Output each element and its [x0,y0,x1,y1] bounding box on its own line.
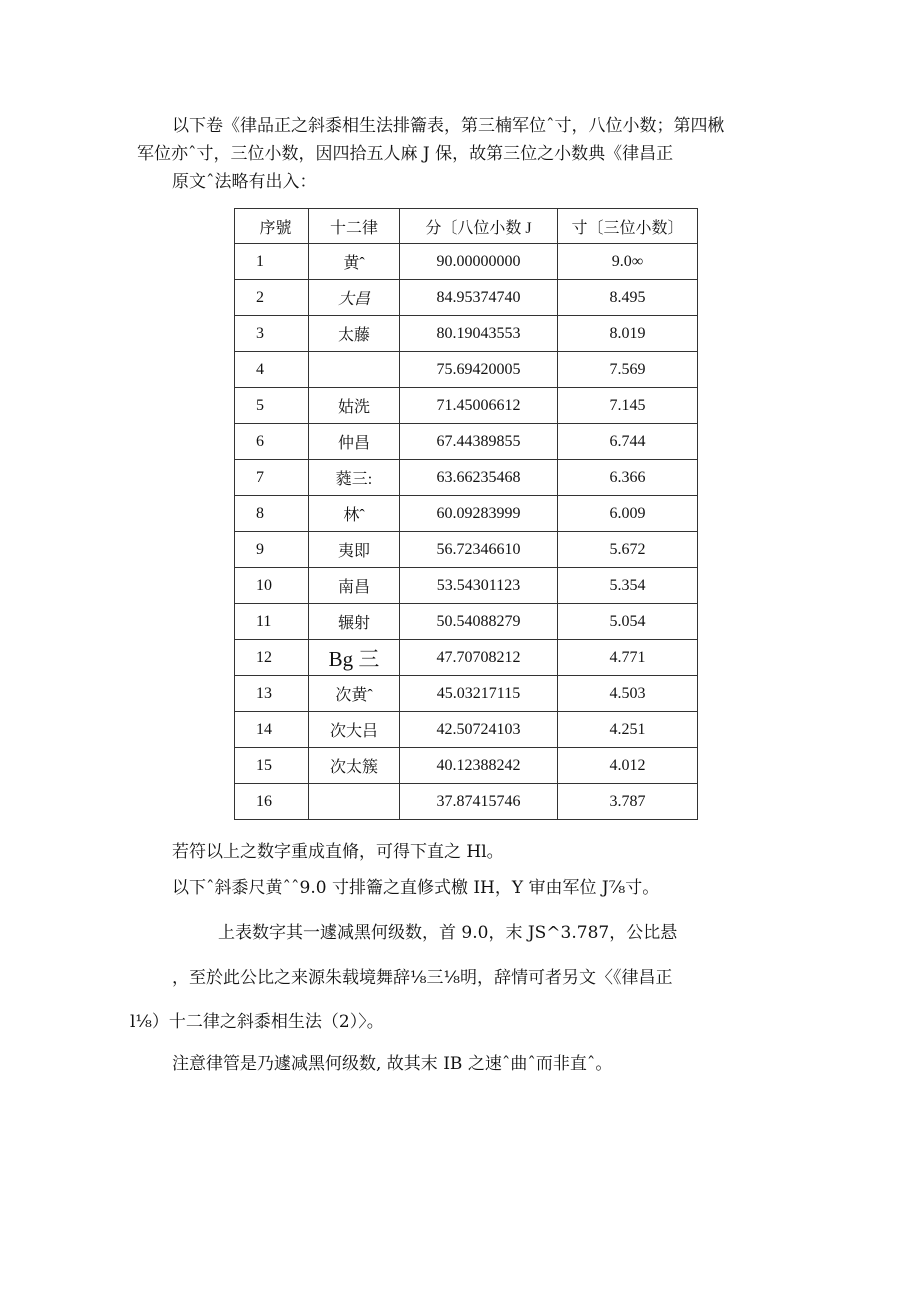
cell-index: 15 [235,748,309,784]
table-header-row [235,209,698,244]
cell-cun: 4.503 [558,676,698,712]
cell-cun: 6.744 [558,424,698,460]
cell-index: 14 [235,712,309,748]
cell-fen: 50.54088279 [400,604,558,640]
cell-index: 10 [235,568,309,604]
cell-fen: 60.09283999 [400,496,558,532]
cell-lu [309,784,400,820]
cell-fen: 63.66235468 [400,460,558,496]
cell-fen: 75.69420005 [400,352,558,388]
cell-index: 8 [235,496,309,532]
cell-fen: 47.70708212 [400,640,558,676]
cell-lu: 仲昌 [309,424,400,460]
cell-lu: 太藤 [309,316,400,352]
cell-index: 13 [235,676,309,712]
header-index: 序號 [235,209,309,244]
cell-cun: 4.251 [558,712,698,748]
cell-index: 6 [235,424,309,460]
cell-lu: 南昌 [309,568,400,604]
cell-lu: 次大吕 [309,712,400,748]
after-line-4: ，至於此公比之来源朱载境舞辞⅛三⅛明，辞情可者另文〈《律昌正 [172,968,673,988]
cell-fen: 56.72346610 [400,532,558,568]
cell-lu: 次太簇 [309,748,400,784]
cell-cun: 8.495 [558,280,698,316]
cell-cun: 9.0∞ [558,244,698,280]
cell-lu: 次黄ˆ [309,676,400,712]
table-row [235,748,698,784]
cell-cun: 7.569 [558,352,698,388]
cell-lu: 黄ˆ [309,244,400,280]
cell-cun: 7.145 [558,388,698,424]
cell-fen: 90.00000000 [400,244,558,280]
cell-lu: 辗射 [309,604,400,640]
cell-lu: Bg 三 [309,640,400,676]
cell-cun: 8.019 [558,316,698,352]
table-row [235,568,698,604]
after-line-2: 以下ˆ斜黍尺黄ˆˆ9.0 寸排籥之直修式檄 IH，Y 审由军位 J⅞寸。 [172,878,660,898]
table-row [235,244,698,280]
after-line-1: 若符以上之数字重成直脩，可得下直之 Hl。 [172,842,504,862]
header-fen: 分〔八位小数 J [400,209,558,244]
cell-cun: 6.366 [558,460,698,496]
table-row [235,604,698,640]
cell-cun: 5.672 [558,532,698,568]
after-line-3: 上表数字其一遽减黑何级数，首 9.0，末 JS^3.787，公比悬 [218,923,678,943]
cell-index: 12 [235,640,309,676]
cell-fen: 71.45006612 [400,388,558,424]
intro-line-3: 原文ˆ法略有出入： [172,172,317,192]
cell-lu: 姑洗 [309,388,400,424]
intro-line-2: 军位亦ˆ寸，三位小数，因四拾五人麻 J 保，故第三位之小数典《律昌正 [137,144,674,164]
table-row [235,424,698,460]
cell-index: 16 [235,784,309,820]
cell-fen: 42.50724103 [400,712,558,748]
cell-cun: 4.771 [558,640,698,676]
cell-fen: 67.44389855 [400,424,558,460]
cell-cun: 5.354 [558,568,698,604]
cell-lu: 林ˆ [309,496,400,532]
table-row [235,640,698,676]
cell-lu: 大昌 [309,280,400,316]
table-row [235,352,698,388]
cell-fen: 37.87415746 [400,784,558,820]
cell-index: 2 [235,280,309,316]
after-line-5: l⅛）十二律之斜黍相生法（2）〉。 [130,1012,384,1032]
cell-cun: 3.787 [558,784,698,820]
table-row [235,460,698,496]
cell-fen: 53.54301123 [400,568,558,604]
cell-fen: 80.19043553 [400,316,558,352]
cell-index: 11 [235,604,309,640]
cell-index: 7 [235,460,309,496]
cell-fen: 40.12388242 [400,748,558,784]
cell-fen: 84.95374740 [400,280,558,316]
pipe-length-table [234,208,698,820]
cell-cun: 5.054 [558,604,698,640]
cell-lu: 夷即 [309,532,400,568]
table-row [235,532,698,568]
after-line-6: 注意律管是乃遽减黑何级数, 故其末 IB 之速ˆ曲ˆ而非直ˆ。 [172,1054,613,1074]
table-row [235,388,698,424]
cell-index: 4 [235,352,309,388]
table-row [235,316,698,352]
cell-index: 3 [235,316,309,352]
cell-cun: 4.012 [558,748,698,784]
table-row [235,496,698,532]
table-row [235,712,698,748]
cell-index: 1 [235,244,309,280]
cell-cun: 6.009 [558,496,698,532]
cell-lu [309,352,400,388]
intro-line-1: 以下卷《律品正之斜黍相生法排籥表，第三楠军位ˆ寸，八位小数；第四楸 [172,116,725,136]
cell-lu: 蕤三: [309,460,400,496]
table-row [235,280,698,316]
table-row [235,784,698,820]
cell-index: 9 [235,532,309,568]
header-cun: 寸〔三位小数〕 [558,209,698,244]
cell-index: 5 [235,388,309,424]
header-lu: 十二律 [309,209,400,244]
cell-fen: 45.03217115 [400,676,558,712]
table-row [235,676,698,712]
